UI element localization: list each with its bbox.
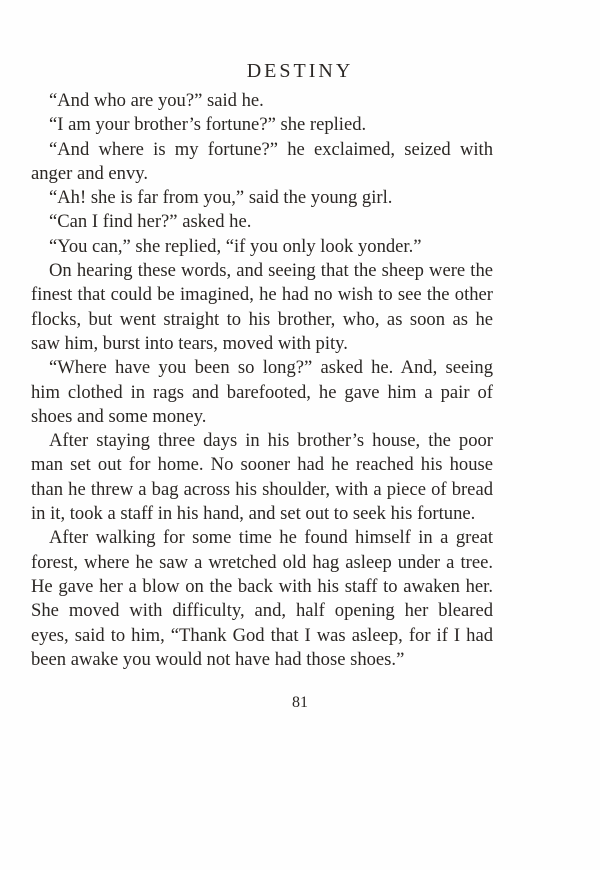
paragraph: After walking for some time he found himself in a great forest, where he saw a wretched old hag asleep under a tree. He gave her a blow on the back with his staff to awaken her. She moved with difficulty, and, half opening her bleared eyes, said to him, “Thank God that I was asleep, for if I had been awake you would not have had those shoes.”: [31, 527, 493, 670]
paragraph: “Where have you been so long?” asked he. And, seeing him clothed in rags and barefooted, he gave him a pair of shoes and some money.: [31, 357, 493, 427]
paragraph: After staying three days in his brother’s house, the poor man set out for home. No sooner had he reached his house than he threw a bag across his shoulder, with a piece of bread in it, took a staff in his hand, and set out to seek his fortune.: [31, 430, 493, 525]
paragraph: “And who are you?” said he.: [49, 90, 264, 111]
running-head: DESTINY: [246, 60, 354, 82]
page-number: 81: [292, 694, 308, 711]
paragraph: “You can,” she replied, “if you only look yonder.”: [49, 235, 422, 257]
paragraph: On hearing these words, and seeing that the sheep were the finest that could be imagined, he had no wish to see the other flocks, but went straight to his brother, who, as soon as he saw him, burst into tears, moved with pity.: [31, 260, 493, 354]
page-body: [31, 89, 493, 672]
paragraph: “Ah! she is far from you,” said the young girl.: [49, 187, 393, 209]
paragraph: “Can I find her?” asked he.: [49, 211, 252, 233]
paragraph: “I am your brother’s fortune?” she replied.: [49, 114, 367, 136]
paragraph: “And where is my fortune?” he exclaimed, seized with anger and envy.: [31, 138, 493, 184]
